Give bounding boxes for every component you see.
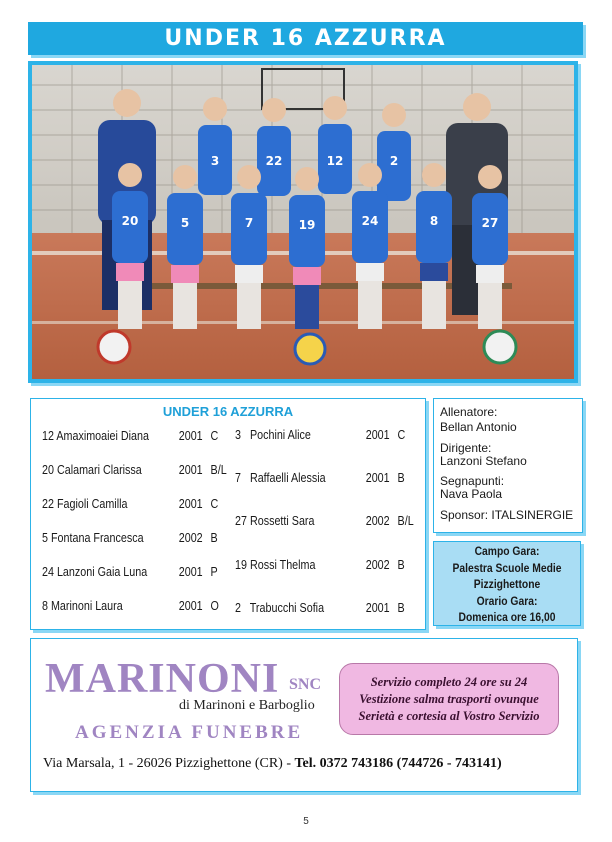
svg-text:22: 22 bbox=[265, 154, 283, 168]
player-role: B/L bbox=[210, 463, 227, 477]
player-year: 2001 bbox=[178, 463, 203, 477]
list-item bbox=[235, 471, 405, 485]
manager-label: Dirigente: bbox=[440, 441, 492, 455]
player-name: Marinoni Laura bbox=[50, 599, 123, 613]
advert-address: Via Marsala, 1 - 26026 Pizzighettone (CR) - bbox=[43, 756, 295, 771]
svg-text:7: 7 bbox=[244, 216, 254, 230]
player-role: B bbox=[210, 531, 218, 545]
player-number: 22 bbox=[42, 497, 54, 511]
player-number: 5 bbox=[42, 531, 48, 545]
list-item bbox=[42, 531, 218, 545]
staff-panel bbox=[433, 398, 583, 533]
player-role: C bbox=[210, 429, 219, 443]
player-year: 2002 bbox=[178, 531, 203, 545]
sponsor-line: Sponsor: ITALSINERGIE bbox=[440, 508, 574, 522]
player-year: 2002 bbox=[365, 514, 390, 528]
player-year: 2001 bbox=[178, 599, 203, 613]
player-role: B bbox=[397, 558, 405, 572]
svg-text:5: 5 bbox=[180, 216, 190, 230]
player-role: B bbox=[397, 601, 405, 615]
player-year: 2001 bbox=[365, 471, 390, 485]
team-photo-frame bbox=[28, 61, 578, 383]
advert-brand: MARINONI bbox=[45, 656, 280, 702]
list-item bbox=[235, 558, 405, 572]
page-title-banner bbox=[28, 22, 583, 55]
list-item bbox=[235, 428, 406, 442]
player-name: Rossetti Sara bbox=[249, 514, 315, 528]
player-name: Lanzoni Gaia Luna bbox=[56, 565, 148, 579]
player-number: 20 bbox=[42, 463, 54, 477]
player-name: Rossi Thelma bbox=[249, 558, 316, 572]
list-item bbox=[235, 514, 414, 528]
service-line: Servizio completo 24 ore su 24 bbox=[370, 675, 528, 689]
advert-service-box bbox=[339, 663, 559, 735]
list-item bbox=[235, 601, 405, 615]
player-number: 24 bbox=[42, 565, 54, 579]
scorer-name: Nava Paola bbox=[440, 487, 503, 501]
svg-text:20: 20 bbox=[121, 214, 139, 228]
player-year: 2001 bbox=[178, 497, 203, 511]
player-role: P bbox=[210, 565, 218, 579]
venue-line1: Palestra Scuole Medie bbox=[452, 560, 562, 575]
scorer-label: Segnapunti: bbox=[440, 474, 505, 488]
svg-text:24: 24 bbox=[361, 214, 379, 228]
player-number: 2 bbox=[235, 601, 241, 615]
service-line: Serietà e cortesia al Vostro Servizio bbox=[358, 709, 540, 723]
player-number: 19 bbox=[235, 558, 247, 572]
advert-address-line bbox=[43, 756, 502, 772]
player-number: 27 bbox=[235, 514, 247, 528]
svg-text:19: 19 bbox=[298, 218, 316, 232]
player-role: O bbox=[210, 599, 219, 613]
sponsor-advert bbox=[30, 638, 578, 792]
advert-subtitle: di Marinoni e Barboglio bbox=[179, 698, 315, 713]
svg-text:2: 2 bbox=[389, 154, 399, 168]
player-name: Amaximoaiei Diana bbox=[56, 429, 149, 443]
coach-name: Bellan Antonio bbox=[440, 420, 517, 434]
svg-text:12: 12 bbox=[326, 154, 344, 168]
player-year: 2001 bbox=[365, 601, 390, 615]
player-name: Pochini Alice bbox=[249, 428, 311, 442]
coach-label: Allenatore: bbox=[440, 405, 498, 419]
list-item bbox=[42, 463, 227, 477]
roster-title: UNDER 16 AZZURRA bbox=[162, 404, 294, 419]
service-line: Vestizione salma trasporti ovunque bbox=[359, 692, 539, 706]
venue-line2: Pizzighettone bbox=[473, 577, 541, 591]
advert-phone: Tel. 0372 743186 (744726 - 743141) bbox=[294, 756, 502, 771]
advert-agency: AGENZIA FUNEBRE bbox=[75, 722, 304, 743]
page-number: 5 bbox=[303, 816, 309, 827]
player-number: 12 bbox=[42, 429, 54, 443]
player-name: Fagioli Camilla bbox=[56, 497, 128, 511]
player-role: C bbox=[210, 497, 219, 511]
player-name: Trabucchi Sofia bbox=[249, 601, 325, 615]
player-number: 7 bbox=[235, 471, 241, 485]
player-name: Calamari Clarissa bbox=[56, 463, 142, 477]
team-photo-illustration bbox=[32, 65, 574, 379]
match-time: Domenica ore 16,00 bbox=[458, 610, 556, 624]
player-year: 2001 bbox=[178, 429, 203, 443]
list-item bbox=[42, 497, 219, 511]
player-role: B bbox=[397, 471, 405, 485]
player-year: 2001 bbox=[365, 428, 390, 442]
player-name: Raffaelli Alessia bbox=[249, 471, 326, 485]
player-year: 2001 bbox=[178, 565, 203, 579]
player-name: Fontana Francesca bbox=[50, 531, 144, 545]
player-role: B/L bbox=[397, 514, 414, 528]
venue-label: Campo Gara: bbox=[474, 544, 540, 558]
svg-text:8: 8 bbox=[429, 214, 439, 228]
venue-panel bbox=[433, 541, 581, 626]
time-label: Orario Gara: bbox=[476, 593, 538, 608]
list-item bbox=[42, 565, 218, 579]
player-role: C bbox=[397, 428, 406, 442]
page-title: UNDER 16 AZZURRA bbox=[164, 26, 447, 51]
team-photo bbox=[32, 65, 574, 379]
player-number: 3 bbox=[235, 428, 241, 442]
manager-name: Lanzoni Stefano bbox=[440, 454, 527, 468]
list-item bbox=[42, 429, 219, 443]
player-number: 8 bbox=[42, 599, 48, 613]
roster-panel bbox=[30, 398, 426, 630]
svg-text:3: 3 bbox=[210, 154, 220, 168]
list-item bbox=[42, 599, 219, 613]
svg-text:27: 27 bbox=[481, 216, 499, 230]
advert-brand-suffix: SNC bbox=[289, 676, 322, 693]
player-year: 2002 bbox=[365, 558, 390, 572]
